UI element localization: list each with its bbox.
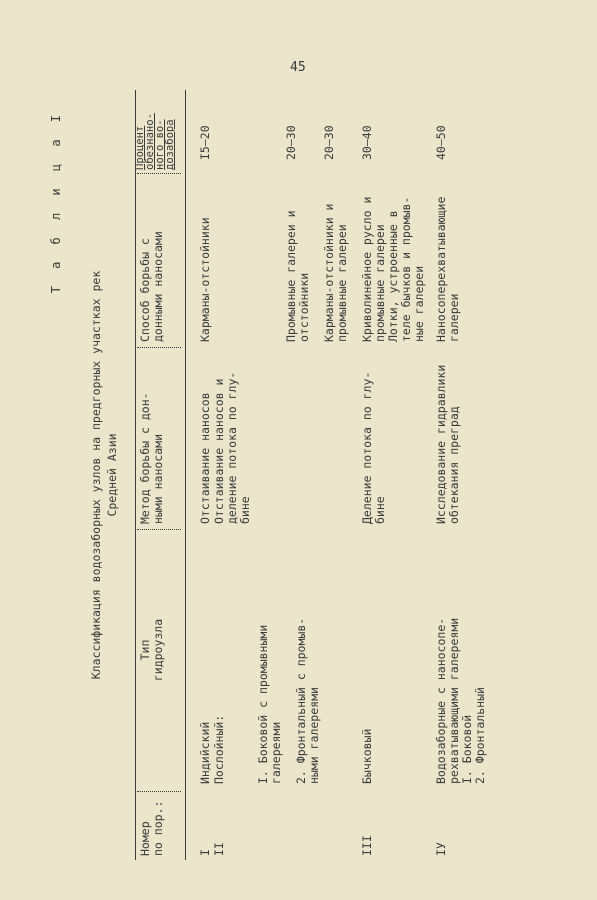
header-bottom-rule — [185, 90, 186, 860]
row-3-percent: 30–40 — [360, 125, 374, 160]
row-3-way: Криволинейное русло и промывные галереи Лотки, устроенные в теле бычков и промыв- ные галереи — [360, 196, 426, 342]
row-3-type: Бычковый — [360, 728, 374, 784]
row-3-method: Деление потока по глу- бине — [360, 371, 387, 524]
row-2-1-way: Промывные галереи и отстойники — [284, 210, 311, 342]
row-2-method: Отстаивание наносов и деление потока по глу- бине — [212, 371, 252, 524]
header-method: Метод борьбы с дон- ными наносами — [138, 392, 165, 524]
column-separator — [137, 528, 181, 530]
row-1-type: Индийский — [198, 721, 212, 784]
row-2-1-type: I. Боковой с промывными галереями — [256, 624, 283, 784]
header-type: Тип гидроузла — [138, 618, 165, 682]
row-2-num: II — [212, 842, 226, 856]
rotated-table-block — [49, 90, 570, 860]
row-2-2-way: Карманы-отстойники и промывные галереи — [322, 203, 349, 342]
row-1-method: Отстаивание наносов — [198, 392, 212, 524]
column-separator — [137, 172, 181, 174]
table-title: Классификация водозаборных узлов на предгорных участках рек — [89, 270, 103, 680]
row-1-way: Карманы-отстойники — [198, 217, 212, 342]
page-number: 45 — [290, 60, 306, 75]
row-1-percent: I5–20 — [198, 125, 212, 160]
row-4-method: Исследование гидравлики обтекания преград — [434, 364, 461, 524]
table-subtitle: Средней Азии — [105, 433, 119, 517]
table-top-rule — [135, 90, 136, 860]
row-2-1-percent: 20–30 — [284, 125, 298, 160]
row-3-num: III — [360, 835, 374, 856]
row-4-num: IУ — [434, 842, 448, 856]
row-1-num: I — [198, 849, 212, 856]
column-separator — [137, 790, 181, 792]
header-percent: Процент обезнано- ного во- дозабора — [134, 113, 176, 170]
row-4-type: Водозаборные с наносопе- рехватывающими галереями I. Боковой 2. Фронтальный — [434, 617, 487, 784]
row-4-percent: 40–50 — [434, 125, 448, 160]
table-label: Т а б л и ц а I — [49, 110, 63, 294]
row-2-type: Послойный: — [212, 714, 226, 784]
row-2-2-percent: 20–30 — [322, 125, 336, 160]
header-num: Номер по пор.: — [138, 800, 165, 856]
row-2-2-type: 2. Фронтальный с промыв- ными галереями — [294, 617, 321, 784]
column-separator — [137, 346, 181, 348]
header-way: Способ борьбы с донными наносами — [138, 231, 165, 342]
row-4-way: Наносоперехватывающие галереи — [434, 196, 461, 342]
